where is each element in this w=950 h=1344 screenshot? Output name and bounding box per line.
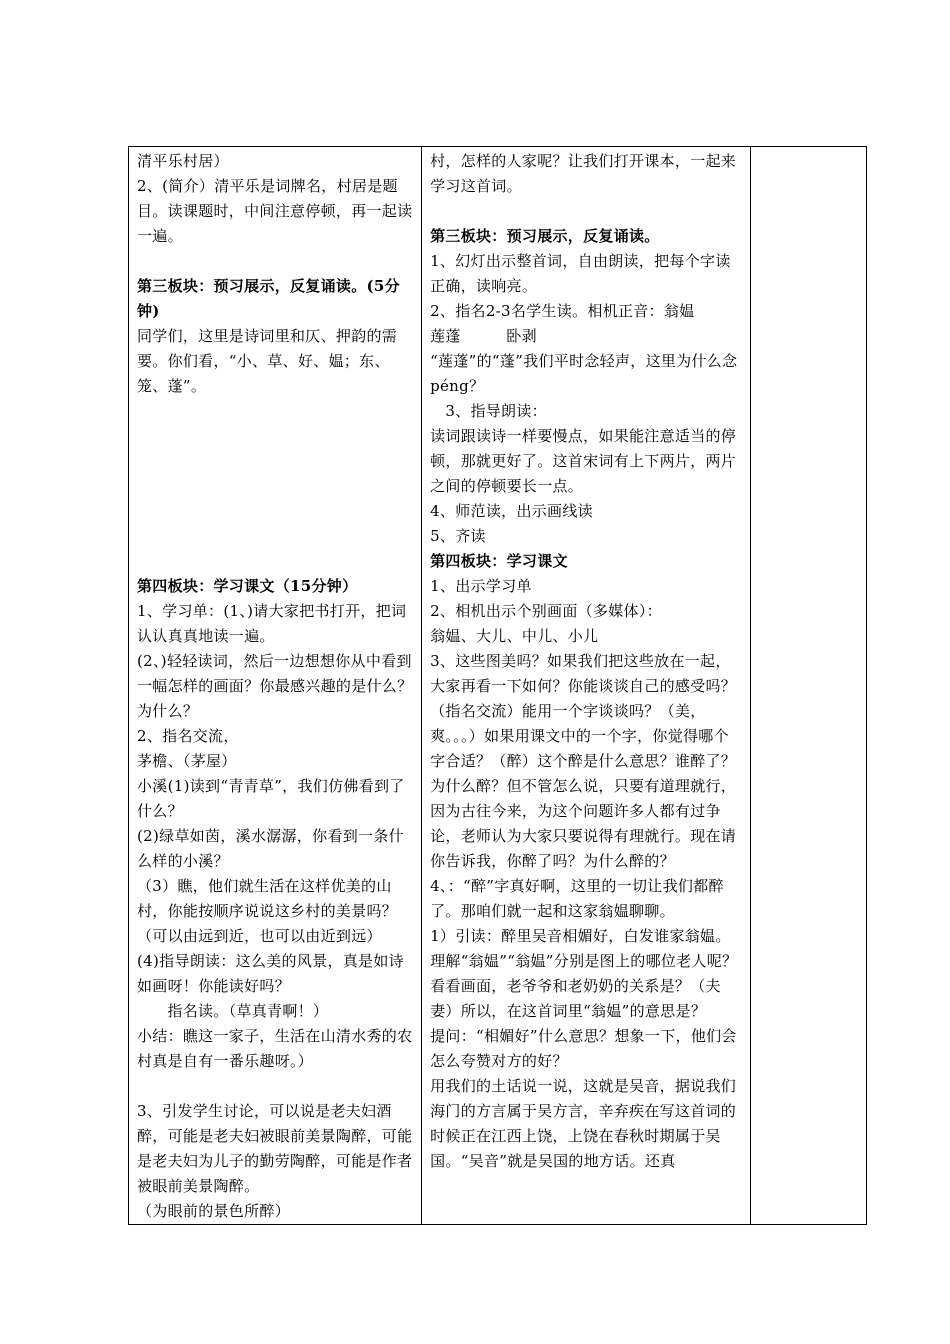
paragraph: 3、引发学生讨论，可以说是老夫妇酒醉，可能是老夫妇被眼前美景陶醉，可能是老夫妇为儿子的勤劳陶醉，可能是作者被眼前美景陶醉。	[137, 1102, 413, 1195]
paragraph: (4)指导朗读：这么美的风景，真是如诗如画呀！你能读好吗？	[137, 952, 404, 995]
paragraph: 3、这些图美吗？如果我们把这些放在一起，大家再看一下如何？你能谈谈自己的感受吗？（指名交流）能用一个字谈谈吗？（美，爽。。。）如果用课文中的一个字，你觉得哪个字合适？（醉）这个醉是什么意思？谁醉了？为什么醉？但不管怎么说，只要有道理就行，因为古往今来，为这个问题许多人都有过争论，老师认为大家只要说得有理就行。现在请你告诉我，你醉了吗？为什么醉的？	[430, 652, 737, 870]
paragraph: 1、出示学习单	[430, 577, 532, 595]
paragraph: （3）瞧，他们就生活在这样优美的山村，你能按顺序说说这乡村的美景吗？（可以由远到近，也可以由近到远）	[137, 877, 398, 945]
paragraph: 翁媪、大儿、中儿、小儿	[430, 627, 599, 645]
paragraph: 读词跟读诗一样要慢点，如果能注意适当的停顿，那就更好了。这首宋词有上下两片，两片之间的停顿要长一点。	[430, 427, 737, 495]
paragraph: 茅檐、（茅屋）	[137, 752, 237, 770]
paragraph: 2、(简介）清平乐是词牌名，村居是题目。读课题时，中间注意停顿，再一起读一遍。	[137, 177, 413, 245]
left-column-cell	[129, 147, 422, 1225]
paragraph: （为眼前的景色所醉）	[137, 1202, 291, 1220]
paragraph: (2)绿草如茵，溪水潺潺，你看到一条什么样的小溪？	[137, 827, 404, 870]
paragraph	[137, 474, 414, 499]
paragraph: 提问：“相媚好”什么意思？想象一下，他们会怎么夸赞对方的好？	[430, 1027, 737, 1070]
paragraph: 2、相机出示个别画面（多媒体）：	[430, 602, 662, 620]
paragraph	[137, 499, 414, 524]
paragraph: 2、指名2-3名学生读。相机正音：翁媪	[430, 302, 695, 320]
paragraph: 莲蓬 卧剥	[430, 327, 537, 345]
paragraph: 1）引读：醉里吴音相媚好，白发谁家翁媪。理解“翁媪”“翁媪”分别是图上的哪位老人呢？看看画面，老爷爷和老奶奶的关系是？（夫妻）所以，在这首词里“翁媪”的意思是？	[430, 927, 738, 1020]
paragraph: 3、指导朗读：	[430, 402, 547, 420]
section-heading: 第四板块：学习课文（15分钟）	[137, 577, 358, 595]
paragraph: 4、师范读，出示画线读	[430, 502, 593, 520]
paragraph	[137, 524, 414, 549]
paragraph: 4、：“醉”字真好啊，这里的一切让我们都醉了。那咱们就一起和这家翁媪聊聊。	[430, 877, 724, 920]
paragraph: “莲蓬”的“蓬”我们平时念轻声，这里为什么念péng？	[430, 352, 738, 395]
right-column-cell	[750, 147, 866, 1225]
paragraph: 村，怎样的人家呢？让我们打开课本，一起来学习这首词。	[430, 152, 737, 195]
paragraph: 用我们的土话说一说，这就是吴音，据说我们海门的方言属于吴方言，辛弃疾在写这首词的时候正在江西上饶，上饶在春秋时期属于吴国。“吴音”就是吴国的地方话。还真	[430, 1077, 737, 1170]
paragraph	[430, 199, 743, 224]
paragraph: 1、学习单：(1、)请大家把书打开，把词认认真真地读一遍。	[137, 602, 407, 645]
section-heading: 第三板块：预习展示，反复诵读。(5分钟)	[137, 277, 400, 320]
section-heading: 第四板块：学习课文	[430, 552, 568, 570]
paragraph: 指名读。（草真青啊！）	[137, 1002, 329, 1020]
paragraph	[137, 1074, 414, 1099]
paragraph: 小溪(1)读到“青青草”，我们仿佛看到了什么？	[137, 777, 405, 820]
paragraph: 同学们，这里是诗词里和仄、押韵的需要。你们看，“小、草、好、媪；东、笼、蓬”。	[137, 327, 398, 395]
paragraph: 小结：瞧这一家子，生活在山清水秀的农村真是自有一番乐趣呀。）	[137, 1027, 413, 1070]
paragraph: 2、指名交流，	[137, 727, 239, 745]
paragraph	[137, 424, 414, 449]
section-heading: 第三板块：预习展示，反复诵读。	[430, 227, 660, 245]
paragraph	[137, 549, 414, 574]
paragraph: 5、齐读	[430, 527, 486, 545]
paragraph: 清平乐村居）	[137, 152, 229, 170]
paragraph: 1、幻灯出示整首词，自由朗读，把每个字读正确，读响亮。	[430, 252, 731, 295]
table-row	[129, 147, 867, 1225]
paragraph	[137, 399, 414, 424]
middle-column-cell	[422, 147, 751, 1225]
paragraph	[137, 249, 414, 274]
lesson-plan-table	[128, 146, 867, 1225]
paragraph	[137, 449, 414, 474]
paragraph: (2、)轻轻读词，然后一边想想你从中看到一幅怎样的画面？你最感兴趣的是什么？为什么？	[137, 652, 413, 720]
